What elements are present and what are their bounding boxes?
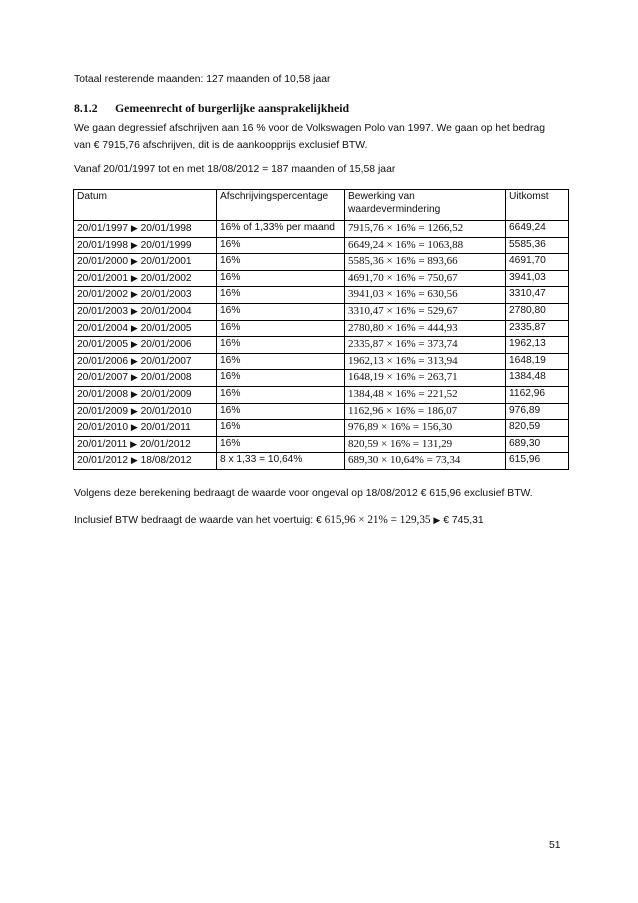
- header-afschrijvingspercentage: Afschrijvingspercentage: [217, 190, 345, 221]
- date-from: 20/01/2012: [77, 455, 128, 467]
- header-bewerking: Bewerking van waardevermindering: [345, 190, 506, 221]
- arrow-icon: ▶: [130, 422, 138, 433]
- table-row: [74, 221, 569, 238]
- arrow-icon: ▶: [130, 322, 138, 333]
- percentage-cell: 16%: [217, 237, 345, 254]
- period-line: Vanaf 20/01/1997 tot en met 18/08/2012 = 187 maanden of 15,58 jaar: [74, 164, 396, 175]
- percentage-cell: 16%: [217, 303, 345, 320]
- result-cell: 3310,47: [506, 287, 569, 304]
- percentage-cell: 16%: [217, 337, 345, 354]
- date-from: 20/01/1997: [77, 223, 128, 234]
- date-range-cell: [74, 221, 217, 238]
- table-row: [74, 237, 569, 254]
- date-to: 20/01/2004: [140, 305, 192, 317]
- date-range-cell: [74, 370, 217, 387]
- result-cell: 1962,13: [506, 337, 569, 354]
- calculation-cell: 1384,48 × 16% = 221,52: [345, 386, 506, 403]
- date-to: 20/01/2011: [140, 422, 191, 434]
- date-to: 20/01/2008: [140, 372, 192, 384]
- date-from: 20/01/2006: [77, 355, 128, 367]
- date-range-cell: [74, 303, 217, 320]
- date-from: 20/01/2001: [77, 272, 128, 284]
- btw-line: [74, 514, 484, 527]
- conclusion-line: Volgens deze berekening bedraagt de waarde voor ongeval op 18/08/2012 € 615,96 exclusief BTW.: [74, 488, 533, 499]
- table-row: [74, 453, 569, 470]
- date-from: 20/01/2008: [77, 388, 128, 400]
- calculation-cell: 5585,36 × 16% = 893,66: [345, 254, 506, 271]
- result-cell: 820,59: [506, 420, 569, 437]
- calculation-cell: 1962,13 × 16% = 313,94: [345, 353, 506, 370]
- calculation-cell: 3941,03 × 16% = 630,56: [345, 287, 506, 304]
- date-to: 20/01/2009: [140, 388, 192, 400]
- date-from: 20/01/2004: [77, 322, 128, 334]
- date-from: 20/01/2005: [77, 339, 128, 351]
- result-cell: 6649,24: [506, 221, 569, 238]
- result-cell: 1648,19: [506, 353, 569, 370]
- date-range-cell: [74, 436, 217, 453]
- arrow-icon: ▶: [130, 305, 138, 316]
- arrow-icon: ▶: [130, 388, 138, 399]
- section-heading: [74, 101, 349, 116]
- btw-formula: 615,96 × 21% = 129,35: [324, 514, 431, 526]
- result-cell: 976,89: [506, 403, 569, 420]
- arrow-icon: ▶: [130, 223, 138, 233]
- date-to: 20/01/2001: [140, 256, 192, 268]
- calculation-cell: 689,30 × 10,64% = 73,34: [345, 453, 506, 470]
- date-to: 20/01/2007: [140, 355, 192, 367]
- calculation-cell: 3310,47 × 16% = 529,67: [345, 303, 506, 320]
- arrow-icon: ▶: [130, 239, 138, 250]
- result-cell: 3941,03: [506, 270, 569, 287]
- section-number: 8.1.2: [74, 101, 98, 115]
- arrow-icon: ▶: [130, 289, 138, 300]
- percentage-cell: 16% of 1,33% per maand: [217, 221, 345, 238]
- section-title: Gemeenrecht of burgerlijke aansprakelijkheid: [115, 101, 350, 115]
- date-from: 20/01/2007: [77, 372, 128, 384]
- date-to: 20/01/2005: [140, 322, 192, 334]
- page-number: 51: [549, 840, 561, 851]
- result-cell: 689,30: [506, 436, 569, 453]
- date-from: 20/01/2002: [77, 289, 128, 301]
- date-from: 20/01/1998: [77, 239, 128, 251]
- table-row: [74, 436, 569, 453]
- result-cell: 1384,48: [506, 370, 569, 387]
- percentage-cell: 16%: [217, 420, 345, 437]
- arrow-icon: ▶: [130, 405, 138, 416]
- arrow-icon: ▶: [433, 515, 441, 525]
- date-range-cell: [74, 287, 217, 304]
- table-row: [74, 337, 569, 354]
- date-to: 20/01/1998: [140, 223, 192, 234]
- percentage-cell: 16%: [217, 287, 345, 304]
- calculation-cell: 820,59 × 16% = 131,29: [345, 436, 506, 453]
- date-from: 20/01/2000: [77, 256, 128, 268]
- calculation-cell: 2780,80 × 16% = 444,93: [345, 320, 506, 337]
- paragraph-line-2: van € 7915,76 afschrijven, dit is de aankoopprijs exclusief BTW.: [74, 140, 368, 151]
- percentage-cell: 16%: [217, 254, 345, 271]
- table-row: [74, 270, 569, 287]
- intro-line: Totaal resterende maanden: 127 maanden of 10,58 jaar: [74, 74, 331, 85]
- date-from: 20/01/2009: [77, 405, 128, 417]
- table-row: [74, 353, 569, 370]
- result-cell: 2335,87: [506, 320, 569, 337]
- table-row: [74, 370, 569, 387]
- arrow-icon: ▶: [130, 272, 138, 283]
- date-range-cell: [74, 270, 217, 287]
- date-range-cell: [74, 403, 217, 420]
- calculation-cell: 4691,70 × 16% = 750,67: [345, 270, 506, 287]
- percentage-cell: 16%: [217, 353, 345, 370]
- table-row: [74, 386, 569, 403]
- arrow-icon: ▶: [130, 256, 138, 267]
- date-to: 20/01/2006: [140, 339, 192, 351]
- calculation-cell: 1162,96 × 16% = 186,07: [345, 403, 506, 420]
- header-uitkomst: Uitkomst: [506, 190, 569, 221]
- date-to: 20/01/2012: [139, 438, 191, 450]
- arrow-icon: ▶: [130, 372, 138, 383]
- date-range-cell: [74, 353, 217, 370]
- calculation-cell: 6649,24 × 16% = 1063,88: [345, 237, 506, 254]
- table-row: [74, 287, 569, 304]
- btw-prefix: Inclusief BTW bedraagt de waarde van het voertuig: €: [74, 515, 325, 526]
- result-cell: 2780,80: [506, 303, 569, 320]
- date-range-cell: [74, 237, 217, 254]
- result-cell: 1162,96: [506, 386, 569, 403]
- date-range-cell: [74, 320, 217, 337]
- date-range-cell: [74, 386, 217, 403]
- date-to: 18/08/2012: [140, 455, 192, 467]
- calculation-cell: 7915,76 × 16% = 1266,52: [345, 221, 506, 238]
- date-range-cell: [74, 337, 217, 354]
- result-cell: 615,96: [506, 453, 569, 470]
- date-to: 20/01/2010: [140, 405, 192, 417]
- date-to: 20/01/2003: [140, 289, 192, 301]
- percentage-cell: 16%: [217, 370, 345, 387]
- table-row: [74, 403, 569, 420]
- percentage-cell: 16%: [217, 403, 345, 420]
- percentage-cell: 16%: [217, 436, 345, 453]
- date-to: 20/01/1999: [140, 239, 192, 251]
- date-from: 20/01/2010: [77, 422, 128, 434]
- arrow-icon: ▶: [130, 438, 137, 449]
- table-row: [74, 254, 569, 271]
- paragraph-line-1: We gaan degressief afschrijven aan 16 % voor de Volkswagen Polo van 1997. We gaan op het bedrag: [74, 123, 545, 134]
- calculation-cell: 1648,19 × 16% = 263,71: [345, 370, 506, 387]
- header-datum: Datum: [74, 190, 217, 221]
- result-cell: 4691,70: [506, 254, 569, 271]
- depreciation-table: [73, 189, 569, 470]
- date-from: 20/01/2011: [77, 438, 128, 450]
- result-cell: 5585,36: [506, 237, 569, 254]
- date-range-cell: [74, 420, 217, 437]
- percentage-cell: 16%: [217, 270, 345, 287]
- date-from: 20/01/2003: [77, 305, 128, 317]
- table-body: [74, 221, 569, 470]
- table-header-row: [74, 190, 569, 221]
- date-range-cell: [74, 453, 217, 470]
- arrow-icon: ▶: [130, 455, 138, 466]
- percentage-cell: 8 x 1,33 = 10,64%: [217, 453, 345, 470]
- percentage-cell: 16%: [217, 386, 345, 403]
- table-row: [74, 420, 569, 437]
- arrow-icon: ▶: [130, 339, 138, 350]
- date-range-cell: [74, 254, 217, 271]
- arrow-icon: ▶: [130, 355, 138, 366]
- btw-result: € 745,31: [443, 515, 484, 526]
- table-row: [74, 303, 569, 320]
- calculation-cell: 976,89 × 16% = 156,30: [345, 420, 506, 437]
- date-to: 20/01/2002: [140, 272, 192, 284]
- table-row: [74, 320, 569, 337]
- percentage-cell: 16%: [217, 320, 345, 337]
- calculation-cell: 2335,87 × 16% = 373,74: [345, 337, 506, 354]
